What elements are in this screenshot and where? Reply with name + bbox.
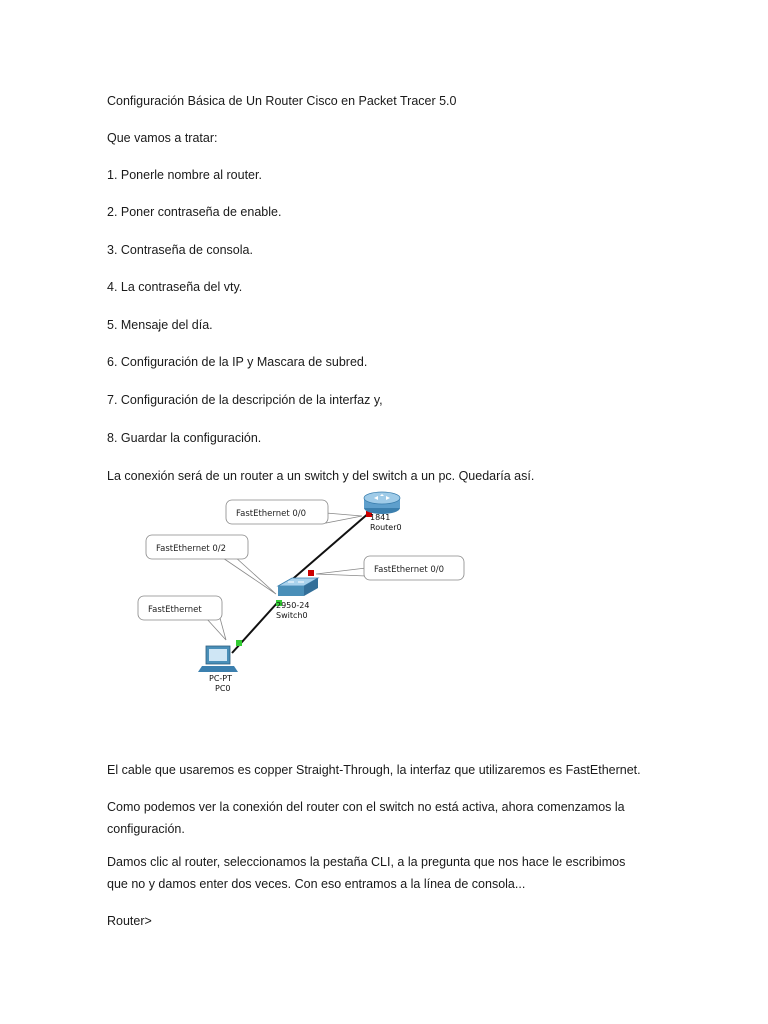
callout-router-port-label: FastEthernet 0/0 [236,509,307,519]
callout-switch-pc-port-label: FastEthernet 0/2 [156,544,227,554]
intro-text: Que vamos a tratar: [107,131,218,145]
link-indicator-pc-up [236,640,242,646]
router-name-label: Router0 [370,523,402,532]
router-prompt: Router> [107,914,152,928]
list-item-1: 1. Ponerle nombre al router. [107,168,262,182]
switch-icon [278,578,318,596]
callout-pc-port [138,596,226,640]
network-diagram-svg [130,490,480,710]
callout-switch-router-port [316,556,464,580]
list-item-7: 7. Configuración de la descripción de la interfaz y, [107,393,383,407]
router-icon [364,492,400,514]
callout-pc-port-label: FastEthernet [148,605,202,615]
connection-text: La conexión será de un router a un switch y del switch a un pc. Quedaría así. [107,469,535,483]
list-item-8: 8. Guardar la configuración. [107,431,262,445]
switch-model-label: 2950-24 [276,601,310,610]
status-paragraph: Como podemos ver la conexión del router con el switch no está activa, ahora comenzamos la configuración. [107,800,625,836]
pc-model-label: PC-PT [209,674,233,683]
list-item-4: 4. La contraseña del vty. [107,280,243,294]
callout-switch-pc-port [146,535,276,594]
pc-name-label: PC0 [215,684,231,693]
list-item-5: 5. Mensaje del día. [107,318,213,332]
list-item-3: 3. Contraseña de consola. [107,243,253,257]
document-title: Configuración Básica de Un Router Cisco en Packet Tracer 5.0 [107,94,457,108]
router-model-label: 1841 [370,513,391,522]
callout-router-port [226,500,362,524]
link-indicator-switch-down [308,570,314,576]
instructions-paragraph: Damos clic al router, seleccionamos la pestaña CLI, a la pregunta que nos hace le escribimos que no y damos enter dos veces. Con eso entramos a la línea de consola... [107,855,626,891]
pc-icon [198,646,238,672]
network-diagram [130,490,480,710]
callout-switch-router-port-label: FastEthernet 0/0 [374,565,445,575]
list-item-2: 2. Poner contraseña de enable. [107,205,282,219]
list-item-6: 6. Configuración de la IP y Mascara de subred. [107,355,368,369]
cable-text: El cable que usaremos es copper Straight-Through, la interfaz que utilizaremos es FastEthernet. [107,763,641,777]
switch-name-label: Switch0 [276,611,308,620]
